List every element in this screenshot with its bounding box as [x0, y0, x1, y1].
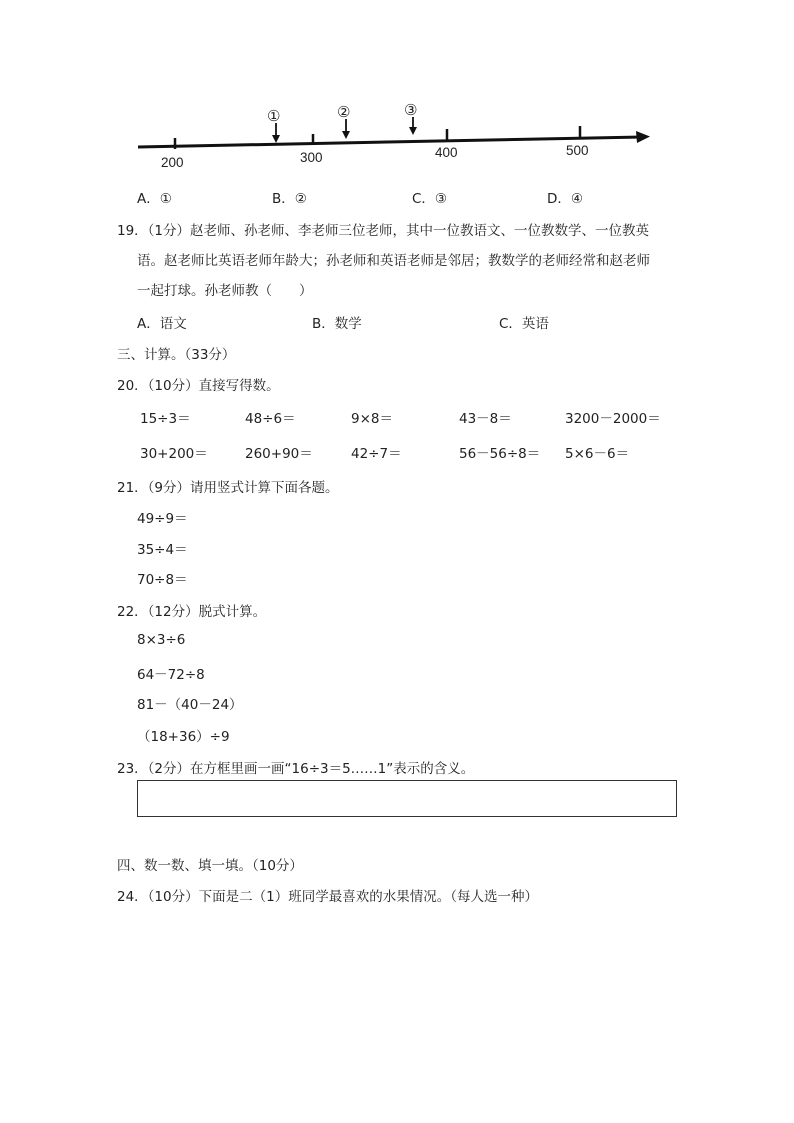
q21-item-1: 49÷9＝: [137, 511, 188, 527]
q21-item-3: 70÷8＝: [137, 572, 188, 588]
number-line-axis: [138, 137, 640, 147]
number-line-arrowhead: [636, 131, 650, 143]
q21-item-2: 35÷4＝: [137, 542, 188, 558]
q19-text-line-2: 语。赵老师比英语老师年龄大；孙老师和英语老师是邻居；教数学的老师经常和赵老师: [137, 253, 650, 269]
q24-title: 24．（10分）下面是二（1）班同学最喜欢的水果情况。（每人选一种）: [117, 889, 538, 905]
tick-label-400: 400: [435, 145, 458, 160]
marker-label-3: ③: [404, 101, 418, 119]
q20-row2-item-1: 30+200＝: [140, 446, 208, 462]
q20-title: 20．（10分）直接写得数。: [117, 378, 280, 394]
q20-row2-item-5: 5×6－6＝: [565, 446, 630, 462]
q23-title: 23．（2分）在方框里画一画“16÷3＝5……1”表示的含义。: [117, 761, 475, 777]
q22-title: 22．（12分）脱式计算。: [117, 604, 267, 620]
marker-arrowhead-2: [342, 131, 350, 139]
q18-option-c[interactable]: C．③: [412, 191, 448, 207]
section-4-heading: 四、数一数、填一填。（10分）: [117, 858, 303, 874]
q20-row1-item-5: 3200－2000＝: [565, 411, 661, 427]
marker-label-1: ①: [267, 107, 281, 125]
q22-item-2: 64－72÷8: [137, 667, 205, 683]
q19-option-c[interactable]: C．英语: [499, 316, 549, 332]
q20-row1-item-4: 43－8＝: [459, 411, 512, 427]
q22-item-3: 81－（40－24）: [137, 697, 243, 713]
section-3-heading: 三、计算。（33分）: [117, 347, 236, 363]
q19-text-line-3: 一起打球。孙老师教（ ）: [137, 283, 313, 299]
q20-row1-item-3: 9×8＝: [351, 411, 393, 427]
q18-option-d[interactable]: D．④: [547, 191, 583, 207]
q20-row1-item-1: 15÷3＝: [140, 411, 191, 427]
marker-arrowhead-1: [272, 135, 280, 143]
q20-row2-item-3: 42÷7＝: [351, 446, 402, 462]
q18-option-b[interactable]: B．②: [272, 191, 307, 207]
q22-item-1: 8×3÷6: [137, 632, 186, 648]
q22-item-4: （18+36）÷9: [137, 729, 230, 745]
q19-option-b[interactable]: B．数学: [312, 316, 362, 332]
q20-row2-item-4: 56－56÷8＝: [459, 446, 541, 462]
q23-drawing-box[interactable]: [137, 780, 677, 817]
tick-label-300: 300: [300, 150, 323, 165]
tick-label-500: 500: [566, 143, 589, 158]
q19-option-a[interactable]: A．语文: [137, 316, 187, 332]
q20-row1-item-2: 48÷6＝: [245, 411, 296, 427]
number-line-figure: [130, 95, 660, 175]
marker-label-2: ②: [337, 103, 351, 121]
tick-label-200: 200: [161, 155, 184, 170]
q18-option-a[interactable]: A．①: [137, 191, 172, 207]
q21-title: 21．（9分）请用竖式计算下面各题。: [117, 480, 339, 496]
marker-arrowhead-3: [409, 127, 417, 135]
q19-text-line-1: 19．（1分）赵老师、孙老师、李老师三位老师，其中一位教语文、一位教数学、一位教英: [117, 223, 650, 239]
q20-row2-item-2: 260+90＝: [245, 446, 313, 462]
